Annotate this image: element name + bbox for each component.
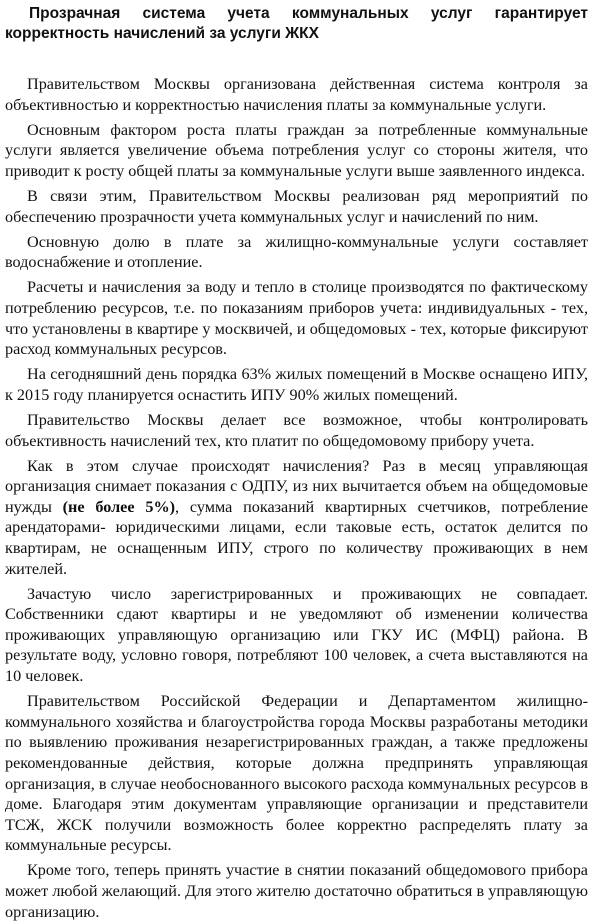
paragraph-11: Кроме того, теперь принять участие в снятии показаний общедомового прибора может любой желающий. Для этого жителю достаточно обратиться в управляющую организацию.	[5, 861, 588, 921]
paragraph-1: Правительством Москвы организована действенная система контроля за объективностью и корректностью начисления платы за коммунальные услуги.	[5, 75, 588, 114]
paragraph-5: Расчеты и начисления за воду и тепло в столице производятся по фактическому потреблению ресурсов, т.е. по показаниям приборов учета: индивидуальных - тех, что установлены в квартире у москвичей, и общедомовых - тех, которые фиксируют расход коммунальных ресурсов.	[5, 278, 588, 359]
paragraph-10: Правительством Российской Федерации и Департаментом жилищно-коммунального хозяйства и благоустройства города Москвы разработаны методики по выявлению проживания незарегистрированных граждан, а также предложены рекомендованные действия, которые должна предпринять управляющая организация, в случае необоснованного высокого расхода коммунальных ресурсов в доме. Благодаря этим документам управляющие организации и представители ТСЖ, ЖСК получили возможность более корректно распределять плату за коммунальные ресурсы.	[5, 692, 588, 855]
paragraph-3: В связи этим, Правительством Москвы реализован ряд мероприятий по обеспечению прозрачности учета коммунальных услуг и начислений по ним.	[5, 186, 588, 226]
paragraph-8	[5, 456, 588, 580]
paragraph-2: Основным фактором роста платы граждан за потребленные коммунальные услуги является увеличение объема потребления услуг со стороны жителя, что приводит к росту общей платы за коммунальные услуги выше заявленного индекса.	[5, 120, 588, 180]
paragraph-8-text-before: Как в этом случае происходят начисления? Раз в месяц управляющая организация снимает показания с ОДПУ, из них вычитается объем на общедомовые нужды	[5, 456, 588, 516]
paragraph-7: Правительство Москвы делает все возможное, чтобы контролировать объективность начислений тех, кто платит по общедомовому прибору учета.	[5, 410, 588, 450]
paragraph-6: На сегодняшний день порядка 63% жилых помещений в Москве оснащено ИПУ, к 2015 году планируется оснастить ИПУ 90% жилых помещений.	[5, 365, 588, 404]
paragraph-9: Зачастую число зарегистрированных и проживающих не совпадает. Собственники сдают квартиры и не уведомляют об изменении количества проживающих управляющую организацию или ГКУ ИС (МФЦ) района. В результате воду, условно говоря, потребляют 100 человек, а счета выставляются на 10 человек.	[5, 584, 588, 686]
paragraph-4: Основную долю в плате за жилищно-коммунальные услуги составляет водоснабжение и отопление.	[5, 232, 588, 272]
paragraph-8-bold-text: (не более 5%)	[62, 497, 176, 516]
paragraph-8-text-after: , сумма показаний квартирных счетчиков, потребление арендаторами- юридическими лицами, если таковые есть, остаток делится по квартирам, не оснащенным ИПУ, строго по количеству проживающих в нем жителей.	[5, 497, 589, 578]
document-title: Прозрачная система учета коммунальных услуг гарантирует корректность начислений за услуги ЖКХ	[5, 5, 588, 42]
